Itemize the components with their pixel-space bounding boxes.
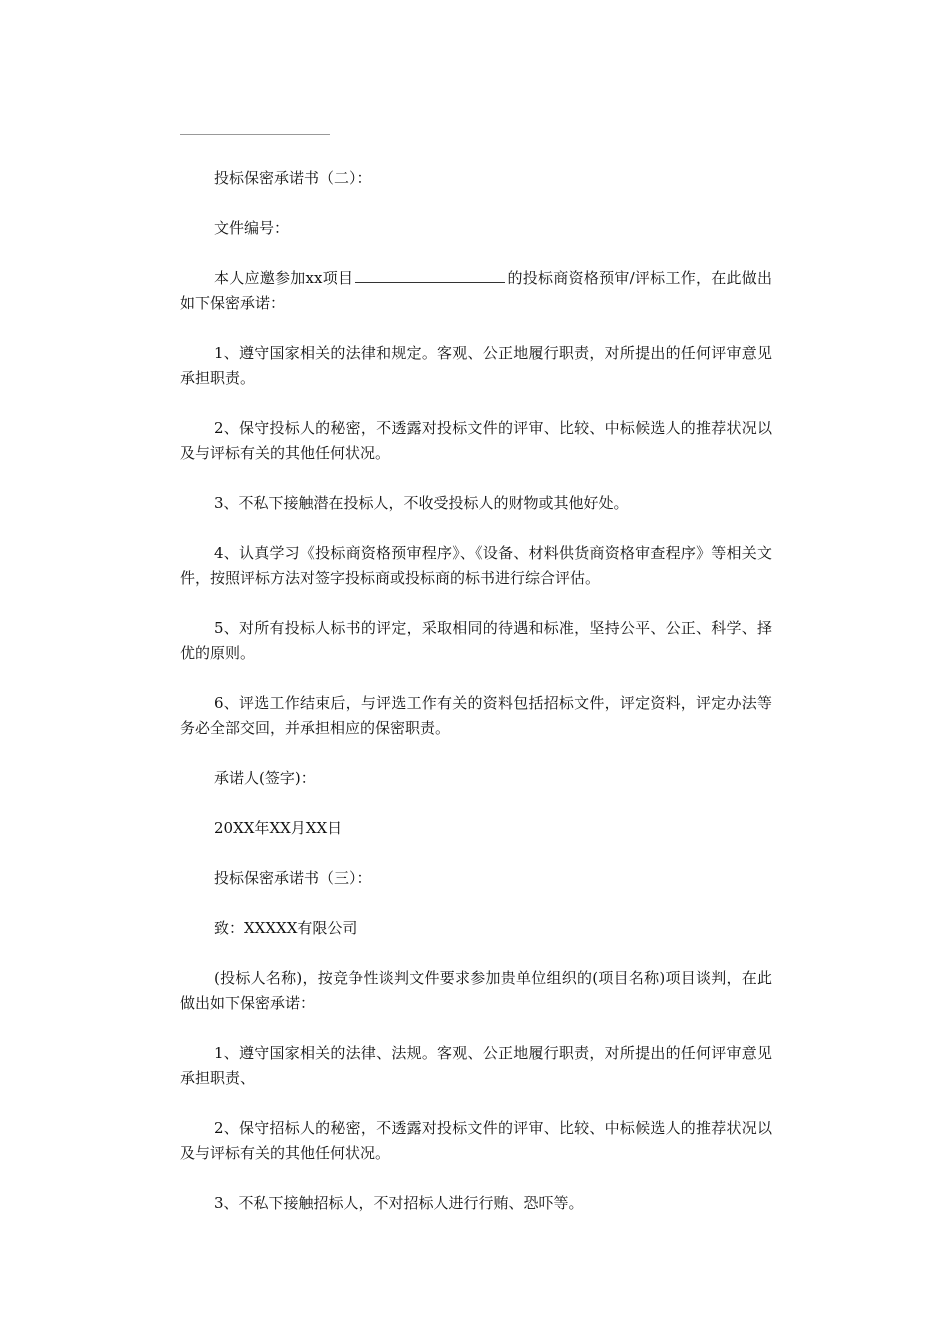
- promise-item-2: 2、保守投标人的秘密，不透露对投标文件的评审、比较、中标候选人的推荐状况以及与评标有关的其他任何状况。: [180, 419, 772, 462]
- project-name-blank: [355, 268, 505, 283]
- promise-b-item-1: 1、遵守国家相关的法律、法规。客观、公正地履行职责，对所提出的任何评审意见承担职责、: [180, 1044, 772, 1087]
- top-divider: [180, 134, 330, 135]
- promise-b-item-2: 2、保守招标人的秘密，不透露对投标文件的评审、比较、中标候选人的推荐状况以及与评标有关的其他任何状况。: [180, 1119, 772, 1162]
- promise-item-5: 5、对所有投标人标书的评定，采取相同的待遇和标准，坚持公平、公正、科学、择优的原则。: [180, 619, 772, 662]
- bidder-intro-paragraph: (投标人名称)，按竞争性谈判文件要求参加贵单位组织的(项目名称)项目谈判，在此做出如下保密承诺：: [180, 969, 772, 1012]
- addressee-line: 致：XXXXX有限公司: [214, 919, 358, 937]
- section-title-2: 投标保密承诺书（二）：: [214, 169, 372, 187]
- promise-b-item-3: 3、不私下接触招标人，不对招标人进行行贿、恐吓等。: [214, 1194, 584, 1212]
- intro-before-blank: 本人应邀参加xx项目: [214, 269, 354, 287]
- section-title-3: 投标保密承诺书（三）：: [214, 869, 372, 887]
- signature-label: 承诺人(签字)：: [214, 769, 316, 787]
- promise-item-4: 4、认真学习《投标商资格预审程序》、《设备、材料供货商资格审查程序》等相关文件，按照评标方法对签字投标商或投标商的标书进行综合评估。: [180, 544, 772, 587]
- promise-item-3: 3、不私下接触潜在投标人，不收受投标人的财物或其他好处。: [214, 494, 629, 512]
- intro-after-blank: 的投标商资格预审/评标工作，在此做出如下保密承诺：: [180, 269, 772, 312]
- intro-paragraph: [180, 266, 772, 316]
- file-number-label: 文件编号：: [214, 219, 290, 237]
- date-line: 20XX年XX月XX日: [214, 819, 343, 837]
- promise-item-6: 6、评选工作结束后，与评选工作有关的资料包括招标文件，评定资料，评定办法等务必全部交回，并承担相应的保密职责。: [180, 694, 772, 737]
- document-body: [180, 166, 772, 1241]
- promise-item-1: 1、遵守国家相关的法律和规定。客观、公正地履行职责，对所提出的任何评审意见承担职责。: [180, 344, 772, 387]
